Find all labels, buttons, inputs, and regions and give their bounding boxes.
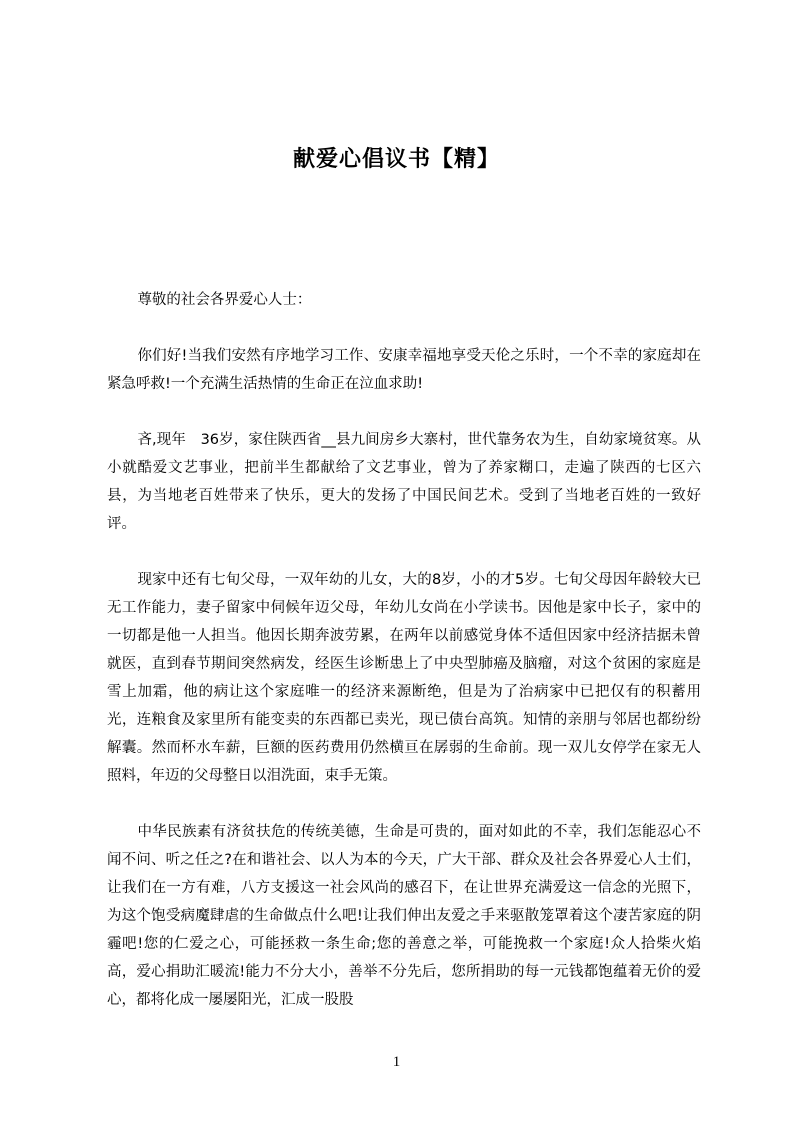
paragraph-4: 中华民族素有济贫扶危的传统美德，生命是可贵的，面对如此的不幸，我们怎能忍心不闻不问、听之任之?在和谐社会、以人为本的今天，广大干部、群众及社会各界爱心人士们，让我们在一方有难，八方支援这一社会风尚的感召下，在让世界充满爱这一信念的光照下，为这个饱受病魔肆虐的生命做点什么吧!让我们伸出友爱之手来驱散笼罩着这个凄苦家庭的阴霾吧!您的仁爱之心，可能拯救一条生命;您的善意之举，可能挽救一个家庭!众人拾柴火焰高，爱心捐助汇暖流!能力不分大小，善举不分先后，您所捐助的每一元钱都饱蕴着无价的爱心，都将化成一屡屡阳光，汇成一股股 [107, 824, 701, 1008]
document-body [107, 286, 701, 1042]
document-title: 献爱心倡议书【精】 [292, 147, 500, 172]
paragraph-2: 吝,现年 36岁，家住陕西省__县九间房乡大寨村，世代靠务农为生，自幼家境贫寒。从小就酷爱文艺事业，把前半生都献给了文艺事业，曾为了养家糊口，走遍了陕西的七区六县，为当地老百姓带来了快乐，更大的发扬了中国民间艺术。受到了当地老百姓的一致好评。 [107, 432, 701, 532]
paragraph-3: 现家中还有七旬父母，一双年幼的儿女，大的8岁，小的才5岁。七旬父母因年龄较大已无工作能力，妻子留家中伺候年迈父母，年幼儿女尚在小学读书。因他是家中长子，家中的一切都是他一人担当。他因长期奔波劳累，在两年以前感觉身体不适但因家中经济拮据未曾就医，直到春节期间突然病发，经医生诊断患上了中央型肺癌及脑瘤，对这个贫困的家庭是雪上加霜，他的病让这个家庭唯一的经济来源断绝，但是为了治病家中已把仅有的积蓄用光，连粮食及家里所有能变卖的东西都已卖光，现已债台高筑。知情的亲朋与邻居也都纷纷解囊。然而杯水车薪，巨额的医药费用仍然横亘在孱弱的生命前。现一双儿女停学在家无人照料，年迈的父母整日以泪洗面，束手无策。 [107, 572, 701, 784]
paragraph-1: 你们好!当我们安然有序地学习工作、安康幸福地享受天伦之乐时，一个不幸的家庭却在紧急呼救!一个充满生活热情的生命正在泣血求助! [107, 348, 701, 392]
page-number: 1 [392, 1054, 401, 1070]
greeting: 尊敬的社会各界爱心人士： [137, 292, 312, 308]
